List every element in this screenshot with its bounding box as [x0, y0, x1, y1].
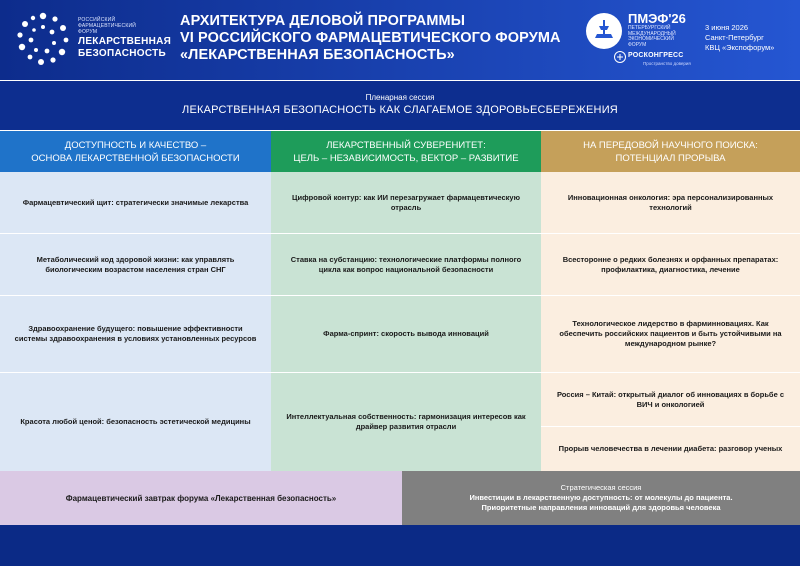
- spief-line: ФОРУМ: [628, 41, 647, 48]
- event-info: [705, 23, 800, 53]
- session-cell: Цифровой контур: как ИИ перезагружает фармацевтическую отрасль: [271, 172, 541, 234]
- column-header-sovereignty: [271, 131, 541, 172]
- session-cell: Прорыв человечества в лечении диабета: разговор ученых: [541, 427, 800, 471]
- column-header-line: НА ПЕРЕДОВОЙ НАУЧНОГО ПОИСКА:: [583, 139, 758, 151]
- session-cell: Интеллектуальная собственность: гармонизация интересов как драйвер развития отрасли: [271, 373, 541, 471]
- plenary-label: Пленарная сессия: [365, 93, 435, 102]
- forum-logo-icon: [14, 10, 72, 68]
- roscongress-logo: РОСКОНГРЕСС: [628, 52, 684, 59]
- logo-line: ФАРМАЦЕВТИЧЕСКИЙ: [78, 23, 137, 29]
- session-cell: Фармацевтический щит: стратегически значимые лекарства: [0, 172, 271, 234]
- logo-line-big: ЛЕКАРСТВЕННАЯ: [78, 36, 172, 47]
- logo-line: ФОРУМ: [78, 29, 98, 35]
- footer-band: [0, 525, 800, 566]
- column-header-line: ОСНОВА ЛЕКАРСТВЕННОЙ БЕЗОПАСНОСТИ: [31, 152, 240, 164]
- logo-line: РОССИЙСКИЙ: [78, 17, 116, 23]
- spief-logo-text: [628, 12, 700, 48]
- session-cell: Технологическое лидерство в фарминновациях. Как обеспечить российских пациентов и быть устойчивыми на международном рынке?: [541, 296, 800, 373]
- event-venue: КВЦ «Экспофорум»: [705, 43, 775, 52]
- plenary-session: [0, 80, 800, 131]
- strategic-session: [402, 471, 800, 525]
- spief-line: ПЕТЕРБУРГСКИЙ: [628, 25, 671, 31]
- event-city: Санкт-Петербург: [705, 33, 764, 42]
- session-cell: Ставка на субстанцию: технологические платформы полного цикла как вопрос национальной безопасности: [271, 234, 541, 296]
- logo-line-big: БЕЗОПАСНОСТЬ: [78, 48, 167, 59]
- plenary-title: ЛЕКАРСТВЕННАЯ БЕЗОПАСНОСТЬ КАК СЛАГАЕМОЕ ЗДОРОВЬЕСБЕРЕЖЕНИЯ: [182, 104, 618, 116]
- title-line: АРХИТЕКТУРА ДЕЛОВОЙ ПРОГРАММЫ: [180, 13, 466, 29]
- spief-title: ПМЭФ'26: [628, 11, 686, 26]
- strategic-line: Приоритетные направления инноваций для здоровья человека: [481, 503, 721, 512]
- page-title: [180, 13, 580, 64]
- session-cell: Россия – Китай: открытый диалог об инновациях в борьбе с ВИЧ и онкологией: [541, 373, 800, 427]
- spief-emblem-icon: [585, 12, 623, 50]
- session-cell: Красота любой ценой: безопасность эстетической медицины: [0, 373, 271, 471]
- column-header-line: ПОТЕНЦИАЛ ПРОРЫВА: [615, 152, 726, 164]
- strategic-label: Стратегическая сессия: [560, 483, 642, 492]
- column-header-access: [0, 131, 271, 172]
- title-line: VI РОССИЙСКОГО ФАРМАЦЕВТИЧЕСКОГО ФОРУМА: [180, 30, 561, 46]
- roscongress-tagline: Пространство доверия: [643, 61, 691, 66]
- spief-line: МЕЖДУНАРОДНЫЙ: [628, 30, 676, 37]
- header: [0, 0, 800, 80]
- title-line: «ЛЕКАРСТВЕННАЯ БЕЗОПАСНОСТЬ»: [180, 47, 455, 63]
- session-cell: Метаболический код здоровой жизни: как управлять биологическим возрастом населения стран СНГ: [0, 234, 271, 296]
- session-cell: Здравоохранение будущего: повышение эффективности системы здравоохранения в условиях установленных ресурсов: [0, 296, 271, 373]
- column-header-line: ДОСТУПНОСТЬ И КАЧЕСТВО –: [64, 139, 207, 151]
- column-header-science: [541, 131, 800, 172]
- session-cell: Инновационная онкология: эра персонализированных технологий: [541, 172, 800, 234]
- column-header-line: ЦЕЛЬ – НЕЗАВИСИМОСТЬ, ВЕКТОР – РАЗВИТИЕ: [293, 152, 519, 164]
- roscongress-icon: [614, 51, 626, 63]
- forum-logo-text: [78, 17, 172, 59]
- column-header-line: ЛЕКАРСТВЕННЫЙ СУВЕРЕНИТЕТ:: [326, 139, 486, 151]
- spief-line: ЭКОНОМИЧЕСКИЙ: [628, 36, 674, 43]
- strategic-line: Инвестиции в лекарственную доступность: от молекулы до пациента.: [469, 493, 733, 502]
- session-cell: Фарма-спринт: скорость вывода инноваций: [271, 296, 541, 373]
- session-cell: Всесторонне о редких болезнях и орфанных препаратах: профилактика, диагностика, лечение: [541, 234, 800, 296]
- pharma-breakfast: Фармацевтический завтрак форума «Лекарственная безопасность»: [0, 471, 402, 525]
- event-date: 3 июня 2026: [705, 23, 749, 32]
